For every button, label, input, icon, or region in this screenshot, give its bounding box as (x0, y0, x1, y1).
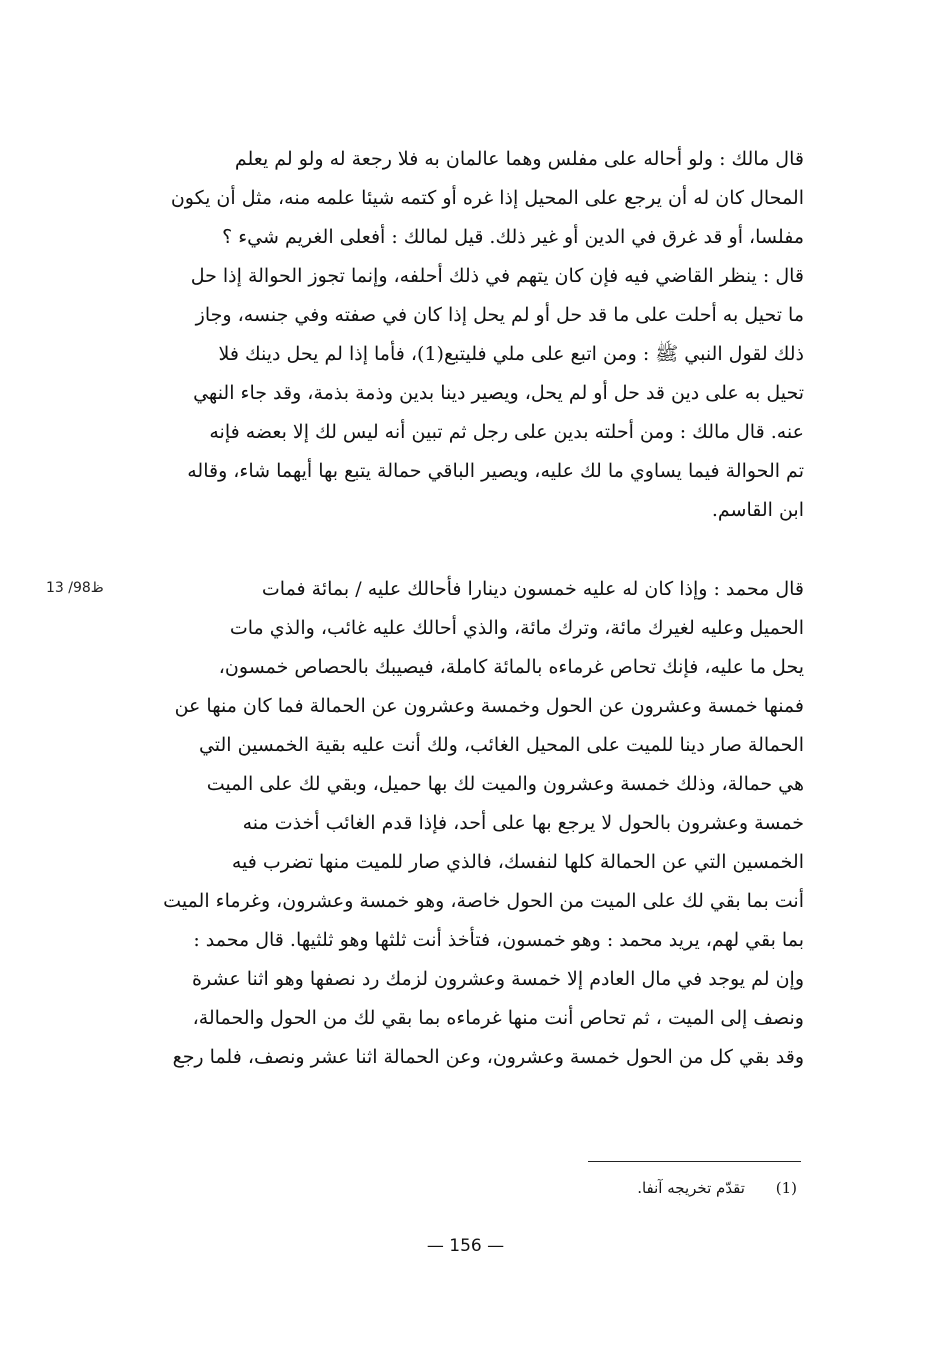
text-line: بما بقي لهم، يريد محمد : وهو خمسون، فتأخذ أنت ثلثها وهو ثلثيها. قال محمد : (193, 929, 804, 951)
footnote (637, 1175, 797, 1201)
text-line: المحال كان له أن يرجع على المحيل إذا غره أو كتمه شيئا علمه منه، مثل أن يكون (170, 187, 804, 209)
paragraph-1 (134, 140, 804, 530)
text-line: أنت بما بقي لك على الميت من الحول خاصة، وهو خمسة وعشرون، وغرماء الميت (163, 890, 804, 912)
text-line: الحميل وعليه لغيرك مائة، وترك مائة، والذي أحالك عليه غائب، والذي مات (229, 617, 804, 639)
text-line: قال محمد : وإذا كان له عليه خمسون دينارا فأحالك عليه / بمائة فمات (261, 578, 804, 600)
text-line: وإن لم يوجد في مال العادم إلا خمسة وعشرون لزمك رد نصفها وهو اثنا عشرة (191, 968, 804, 990)
text-line: ذلك لقول النبي ﷺ : ومن اتبع على ملي فليتبع(1)، فأما إذا لم يحل دينك فلا (218, 343, 804, 365)
text-line: ابن القاسم. (711, 499, 804, 521)
footnote-number: (1) (775, 1179, 797, 1197)
text-line: يحل ما عليه، فإنك تحاص غرماءه بالمائة كاملة، فيصيبك بالحصاص خمسون، (218, 656, 804, 678)
footnote-divider (588, 1161, 801, 1162)
text-line: الحمالة صار دينا للميت على المحيل الغائب، ولك أنت عليه بقية الخمسين التي (198, 734, 804, 756)
text-line: فمنها خمسة وعشرون عن الحول وخمسة وعشرون عن الحمالة فما كان منها عن (174, 695, 804, 717)
text-line: تحيل به على دين قد حل أو لم يحل، ويصير دينا بدين وذمة بذمة، وقد جاء النهي (193, 382, 804, 404)
text-line: قال مالك : ولو أحاله على مفلس وهما عالمان به فلا رجعة له ولو لم يعلم (234, 148, 804, 170)
footnote-text: تقدّم تخريجه آنفا. (637, 1179, 745, 1197)
text-line: ونصف إلى الميت ، ثم تحاص أنت منها غرماءه بما بقي لك من الحول والحمالة، (192, 1007, 804, 1029)
text-line: قال : ينظر القاضي فيه فإن كان يتهم في ذلك أحلفه، وإنما تجوز الحوالة إذا حل (190, 265, 804, 287)
text-line: عنه. قال مالك : ومن أحلته بدين على رجل ثم تبين أنه ليس لك إلا بعضه فإنه (209, 421, 804, 443)
manuscript-margin-note: 13 /98ظ (46, 580, 104, 596)
paragraph-2 (134, 570, 804, 1077)
text-line: ما تحيل به أحلت على ما قد حل أو لم يحل إذا كان في صفته وفي جنسه، وجاز (195, 304, 804, 326)
text-line: الخمسين التي عن الحمالة كلها لنفسك، فالذي صار للميت منها تضرب فيه (231, 851, 804, 873)
text-line: وقد بقي كل من الحول خمسة وعشرون، وعن الحمالة اثنا عشر ونصف، فلما رجع (172, 1046, 804, 1068)
page-number: — 156 — (426, 1236, 505, 1256)
text-line: تم الحوالة فيما يساوي ما لك عليه، ويصير الباقي حمالة يتبع بها أيهما شاء، وقاله (187, 460, 804, 482)
text-line: مفلسا، أو قد غرق في الدين أو غير ذلك. قيل لمالك : أفعلى الغريم شيء ؟ (222, 226, 804, 248)
text-line: هي حمالة، وذلك خمسة وعشرون والميت لك بها حميل، وبقي لك على الميت (206, 773, 804, 795)
text-line: خمسة وعشرون بالحول لا يرجع بها على أحد، فإذا قدم الغائب أخذت منه (242, 812, 804, 834)
